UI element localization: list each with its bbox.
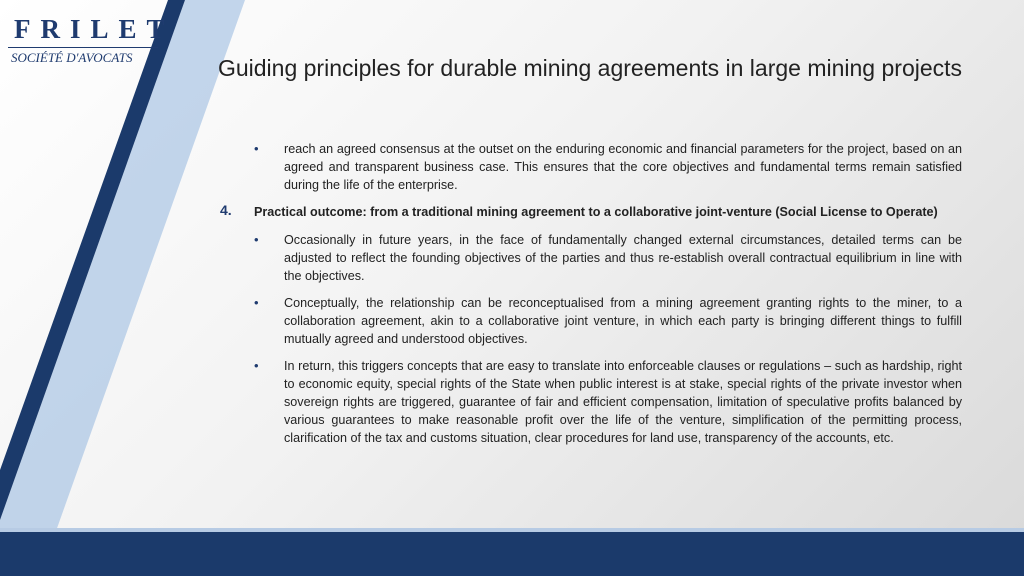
- section-number: 4.: [220, 202, 232, 218]
- slide-title: Guiding principles for durable mining agreements in large mining projects: [217, 55, 963, 81]
- bullet-icon: •: [254, 141, 259, 156]
- bullet-text: Occasionally in future years, in the face of fundamentally changed external circumstances, detailed terms can be adjusted to reflect the founding objectives of the parties and thus re-establish overall contractual equilibrium in line with the objectives.: [284, 233, 962, 283]
- bullet-text: In return, this triggers concepts that are easy to translate into enforceable clauses or regulations – such as hardship, right to economic equity, special rights of the State when public interest is at stake, special rights of the private investor when sovereign rights are triggered, guarantee of fair and efficient compensation, limitation of speculative profits balanced by various guarantees to make reasonable profit over the life of the venture, simplification of the permitting process, clarification of the tax and customs situation, clear procedures for land use, transparency of the accounts, etc.: [284, 359, 962, 445]
- bullet-icon: •: [254, 232, 259, 247]
- bullet-text: reach an agreed consensus at the outset on the enduring economic and financial parameters for the project, based on an agreed and transparent business case. This ensures that the core objectives and fundamental terms remain satisfied during the life of the enterprise.: [284, 142, 962, 192]
- bullet-icon: •: [254, 295, 259, 310]
- logo-divider: [8, 47, 158, 48]
- list-item: [220, 231, 962, 285]
- bottom-band-highlight: [0, 528, 1024, 532]
- section-heading-text: Practical outcome: from a traditional mining agreement to a collaborative joint-venture (Social License to Operate): [254, 205, 938, 219]
- light-diagonal-stripe: [0, 0, 245, 576]
- bullet-text: Conceptually, the relationship can be reconceptualised from a mining agreement granting rights to the miner, to a collaboration agreement, akin to a collaborative joint venture, in which each party is bringing different things to fulfill mutually agreed and understood objectives.: [284, 296, 962, 346]
- logo-name: FRILET: [14, 14, 175, 44]
- logo-subtitle: SOCIÉTÉ D'AVOCATS: [11, 50, 133, 65]
- list-item: [220, 357, 962, 447]
- bottom-band: [0, 532, 1024, 576]
- logo: [0, 0, 175, 70]
- bullet-icon: •: [254, 358, 259, 373]
- list-item: [220, 140, 962, 194]
- section-heading: [220, 203, 962, 221]
- list-item: [220, 294, 962, 348]
- slide-content: [220, 140, 962, 456]
